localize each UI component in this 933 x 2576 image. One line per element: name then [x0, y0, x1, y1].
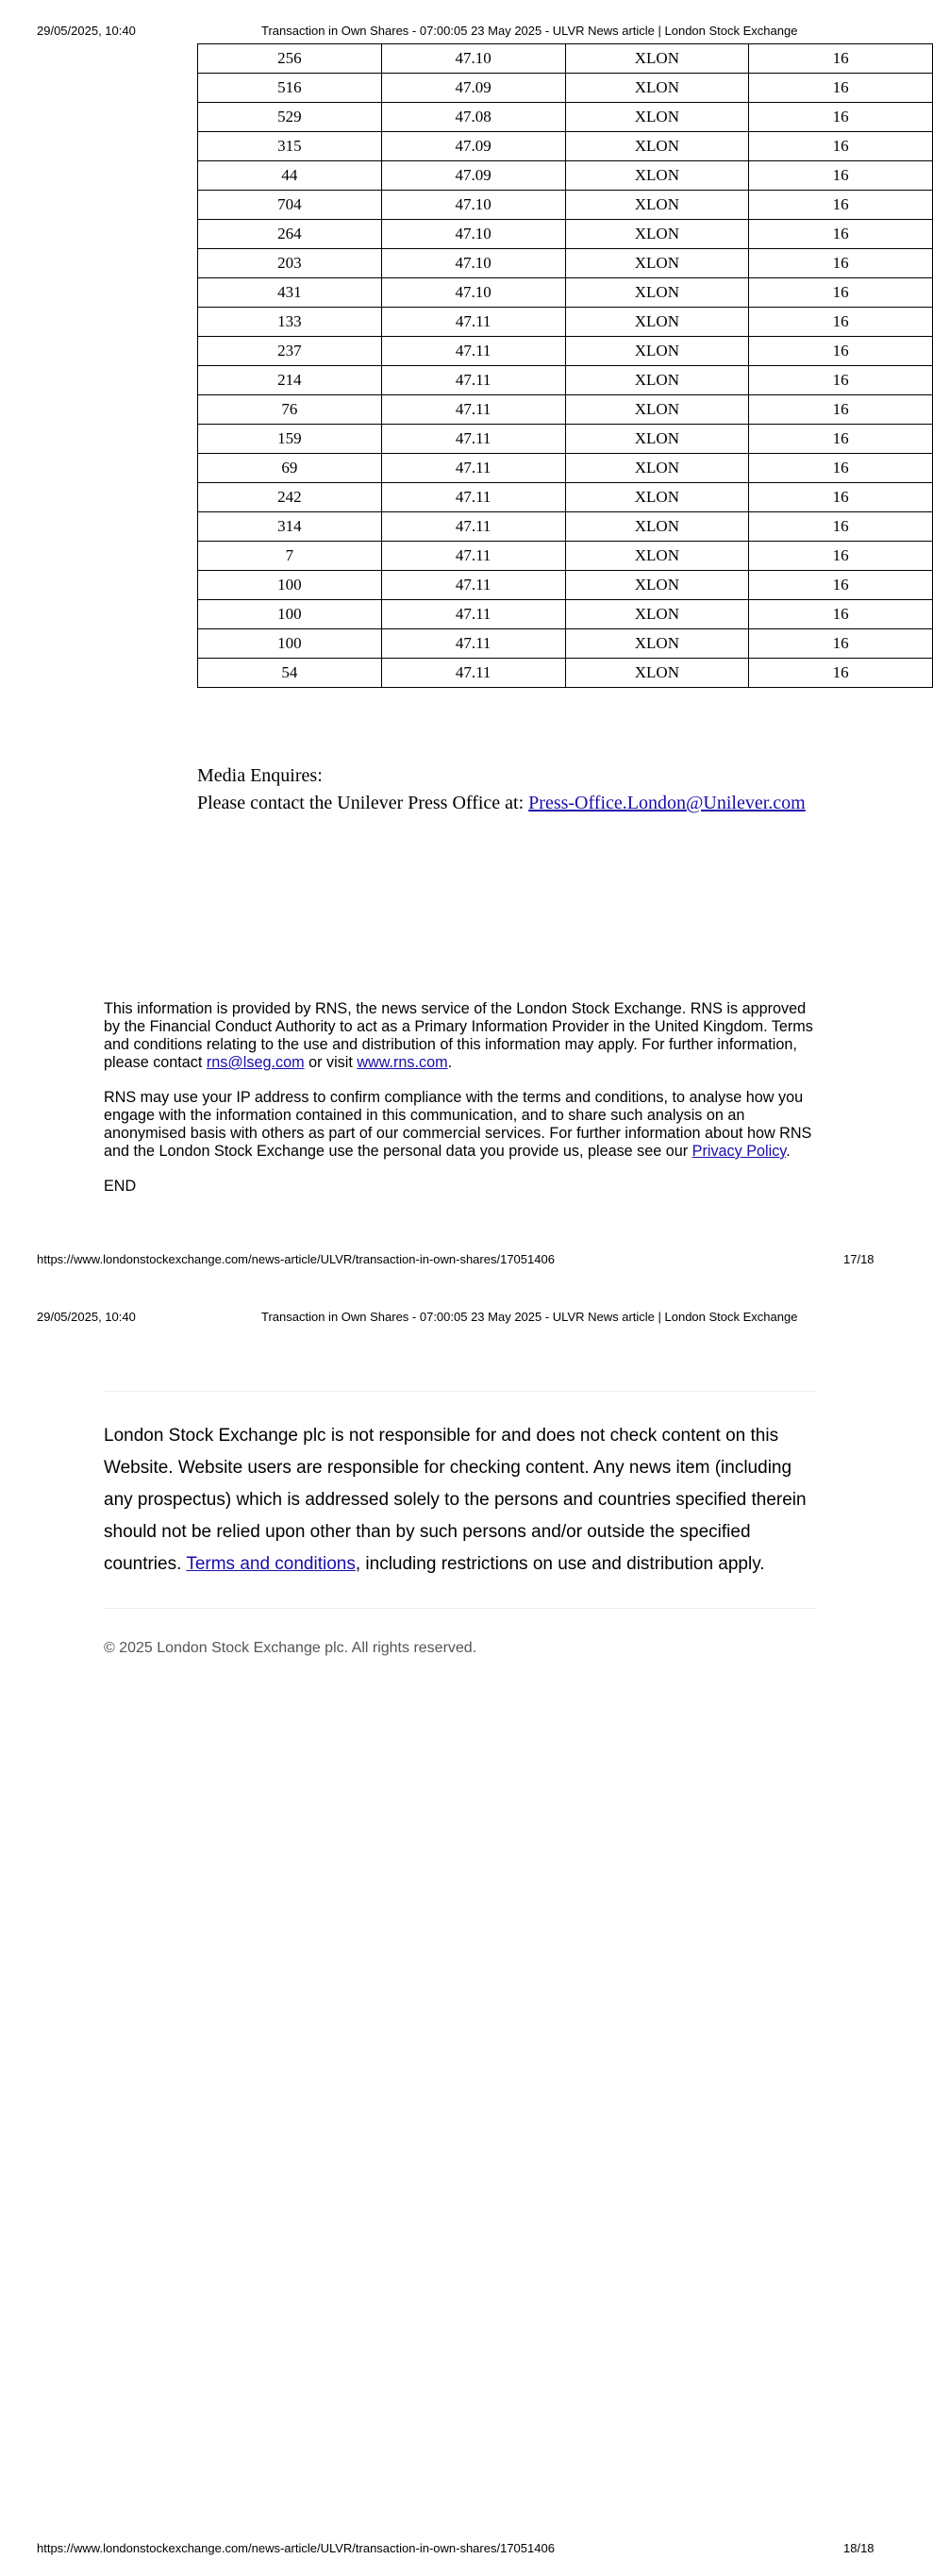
media-enquiries-contact — [197, 790, 806, 817]
trade-venue-cell: XLON — [565, 366, 749, 395]
table-row — [198, 308, 933, 337]
trade-time-cell: 16 — [749, 132, 933, 161]
trades-table-container — [197, 43, 849, 688]
lse-disclaimer — [104, 1420, 821, 1581]
rns-privacy-text: RNS may use your IP address to confirm compliance with the terms and conditions, to analyse how you engage with the information contained in this communication, and to share such analysis on an anonymised basis with others as part of our commercial services. For further information about how RNS and the London Stock Exchange use the personal data you provide us, please see our — [104, 1089, 812, 1160]
media-contact-text: Please contact the Unilever Press Office at: — [197, 793, 529, 813]
trade-time-cell: 16 — [749, 337, 933, 366]
trade-volume-cell: 76 — [198, 395, 382, 425]
trade-volume-cell: 100 — [198, 629, 382, 659]
table-row — [198, 600, 933, 629]
trade-price-cell: 47.11 — [381, 337, 565, 366]
table-row — [198, 278, 933, 308]
trade-volume-cell: 214 — [198, 366, 382, 395]
rns-info-text-end: . — [447, 1054, 453, 1071]
trade-venue-cell: XLON — [565, 425, 749, 454]
trade-price-cell: 47.11 — [381, 308, 565, 337]
table-row — [198, 44, 933, 74]
trade-time-cell: 16 — [749, 366, 933, 395]
trade-volume-cell: 203 — [198, 249, 382, 278]
table-row — [198, 337, 933, 366]
trade-venue-cell: XLON — [565, 132, 749, 161]
trade-price-cell: 47.10 — [381, 44, 565, 74]
trade-venue-cell: XLON — [565, 278, 749, 308]
trade-volume-cell: 7 — [198, 542, 382, 571]
table-row — [198, 103, 933, 132]
trade-price-cell: 47.10 — [381, 249, 565, 278]
disclaimer-text: London Stock Exchange plc is not responsible for and does not check content on this Website. Website users are responsible for checking content. Any news item (including any prospectus) which is addressed solely to the persons and countries specified therein should not be relied upon other than by such persons and/or outside the specified countries. — [104, 1426, 807, 1574]
trade-price-cell: 47.11 — [381, 425, 565, 454]
trade-time-cell: 16 — [749, 278, 933, 308]
trade-time-cell: 16 — [749, 395, 933, 425]
trade-volume-cell: 256 — [198, 44, 382, 74]
trade-volume-cell: 314 — [198, 512, 382, 542]
trade-venue-cell: XLON — [565, 395, 749, 425]
trade-volume-cell: 704 — [198, 191, 382, 220]
trade-time-cell: 16 — [749, 454, 933, 483]
trade-volume-cell: 242 — [198, 483, 382, 512]
print-footer-page-number: 18/18 — [843, 2541, 875, 2555]
trade-price-cell: 47.11 — [381, 454, 565, 483]
press-office-email-link[interactable]: Press-Office.London@Unilever.com — [528, 793, 806, 813]
trade-venue-cell: XLON — [565, 161, 749, 191]
rns-info-text-mid: or visit — [304, 1054, 358, 1071]
table-row — [198, 161, 933, 191]
trade-venue-cell: XLON — [565, 629, 749, 659]
rns-email-link[interactable]: rns@lseg.com — [206, 1054, 305, 1071]
table-row — [198, 191, 933, 220]
trade-venue-cell: XLON — [565, 337, 749, 366]
trade-price-cell: 47.09 — [381, 132, 565, 161]
print-footer-page-number: 17/18 — [843, 1252, 875, 1266]
table-row — [198, 629, 933, 659]
media-enquiries — [197, 762, 806, 817]
trade-venue-cell: XLON — [565, 44, 749, 74]
print-footer-url: https://www.londonstockexchange.com/news-article/ULVR/transaction-in-own-shares/17051406 — [37, 2541, 555, 2555]
print-header-datetime: 29/05/2025, 10:40 — [37, 24, 136, 38]
trade-price-cell: 47.11 — [381, 542, 565, 571]
trade-time-cell: 16 — [749, 629, 933, 659]
trade-price-cell: 47.09 — [381, 161, 565, 191]
trade-time-cell: 16 — [749, 659, 933, 688]
trade-venue-cell: XLON — [565, 103, 749, 132]
table-row — [198, 454, 933, 483]
trade-time-cell: 16 — [749, 600, 933, 629]
trade-venue-cell: XLON — [565, 542, 749, 571]
table-row — [198, 220, 933, 249]
table-row — [198, 571, 933, 600]
rns-privacy-text-end: . — [786, 1143, 791, 1160]
rns-info — [104, 1000, 821, 1213]
trade-price-cell: 47.11 — [381, 600, 565, 629]
trade-venue-cell: XLON — [565, 308, 749, 337]
trade-time-cell: 16 — [749, 191, 933, 220]
print-header-datetime: 29/05/2025, 10:40 — [37, 1310, 136, 1324]
trade-venue-cell: XLON — [565, 74, 749, 103]
trade-time-cell: 16 — [749, 161, 933, 191]
disclaimer-text-end: , including restrictions on use and distribution apply. — [355, 1554, 765, 1574]
trade-volume-cell: 315 — [198, 132, 382, 161]
trade-time-cell: 16 — [749, 103, 933, 132]
trade-price-cell: 47.11 — [381, 629, 565, 659]
trade-volume-cell: 159 — [198, 425, 382, 454]
trade-volume-cell: 54 — [198, 659, 382, 688]
print-header-title: Transaction in Own Shares - 07:00:05 23 May 2025 - ULVR News article | London Stock Exchange — [261, 1310, 798, 1324]
trade-time-cell: 16 — [749, 571, 933, 600]
table-row — [198, 366, 933, 395]
trade-venue-cell: XLON — [565, 191, 749, 220]
trade-volume-cell: 431 — [198, 278, 382, 308]
table-row — [198, 512, 933, 542]
rns-info-paragraph-1 — [104, 1000, 821, 1072]
terms-and-conditions-link[interactable]: Terms and conditions — [186, 1554, 356, 1574]
copyright-notice: © 2025 London Stock Exchange plc. All rights reserved. — [104, 1640, 477, 1656]
trade-price-cell: 47.11 — [381, 512, 565, 542]
trade-volume-cell: 529 — [198, 103, 382, 132]
trade-volume-cell: 516 — [198, 74, 382, 103]
divider — [104, 1391, 816, 1392]
trade-price-cell: 47.11 — [381, 366, 565, 395]
trades-table — [197, 43, 933, 688]
trade-time-cell: 16 — [749, 249, 933, 278]
trade-price-cell: 47.11 — [381, 483, 565, 512]
table-row — [198, 395, 933, 425]
table-row — [198, 483, 933, 512]
trade-price-cell: 47.08 — [381, 103, 565, 132]
trade-price-cell: 47.11 — [381, 571, 565, 600]
table-row — [198, 132, 933, 161]
trade-volume-cell: 100 — [198, 571, 382, 600]
print-footer-url: https://www.londonstockexchange.com/news-article/ULVR/transaction-in-own-shares/17051406 — [37, 1252, 555, 1266]
end-marker: END — [104, 1178, 137, 1195]
table-row — [198, 249, 933, 278]
table-row — [198, 542, 933, 571]
rns-info-paragraph-2 — [104, 1089, 821, 1161]
table-row — [198, 659, 933, 688]
print-header-title: Transaction in Own Shares - 07:00:05 23 May 2025 - ULVR News article | London Stock Exchange — [261, 24, 798, 38]
media-enquiries-heading: Media Enquires: — [197, 765, 323, 786]
trade-time-cell: 16 — [749, 512, 933, 542]
table-row — [198, 74, 933, 103]
trade-venue-cell: XLON — [565, 512, 749, 542]
trade-volume-cell: 264 — [198, 220, 382, 249]
trade-time-cell: 16 — [749, 542, 933, 571]
trade-venue-cell: XLON — [565, 249, 749, 278]
trade-price-cell: 47.09 — [381, 74, 565, 103]
trade-venue-cell: XLON — [565, 571, 749, 600]
trade-time-cell: 16 — [749, 44, 933, 74]
trade-venue-cell: XLON — [565, 600, 749, 629]
trade-price-cell: 47.10 — [381, 220, 565, 249]
trade-venue-cell: XLON — [565, 220, 749, 249]
trade-venue-cell: XLON — [565, 454, 749, 483]
trade-time-cell: 16 — [749, 220, 933, 249]
trade-price-cell: 47.10 — [381, 278, 565, 308]
trade-time-cell: 16 — [749, 483, 933, 512]
trade-volume-cell: 69 — [198, 454, 382, 483]
privacy-policy-link[interactable]: Privacy Policy — [691, 1143, 787, 1160]
trade-time-cell: 16 — [749, 308, 933, 337]
divider — [104, 1608, 816, 1609]
trades-table-body — [198, 44, 933, 688]
trade-price-cell: 47.10 — [381, 191, 565, 220]
trade-time-cell: 16 — [749, 74, 933, 103]
trade-venue-cell: XLON — [565, 483, 749, 512]
trade-volume-cell: 100 — [198, 600, 382, 629]
table-row — [198, 425, 933, 454]
trade-venue-cell: XLON — [565, 659, 749, 688]
trade-volume-cell: 133 — [198, 308, 382, 337]
trade-volume-cell: 237 — [198, 337, 382, 366]
rns-info-text: This information is provided by RNS, the news service of the London Stock Exchange. RNS is approved by the Financial Conduct Authority to act as a Primary Information Provider in the United Kingdom. Terms and conditions relating to the use and distribution of this information may apply. For further information, please contact — [104, 1000, 813, 1071]
trade-time-cell: 16 — [749, 425, 933, 454]
trade-price-cell: 47.11 — [381, 659, 565, 688]
trade-volume-cell: 44 — [198, 161, 382, 191]
rns-website-link[interactable]: www.rns.com — [357, 1054, 448, 1071]
trade-price-cell: 47.11 — [381, 395, 565, 425]
